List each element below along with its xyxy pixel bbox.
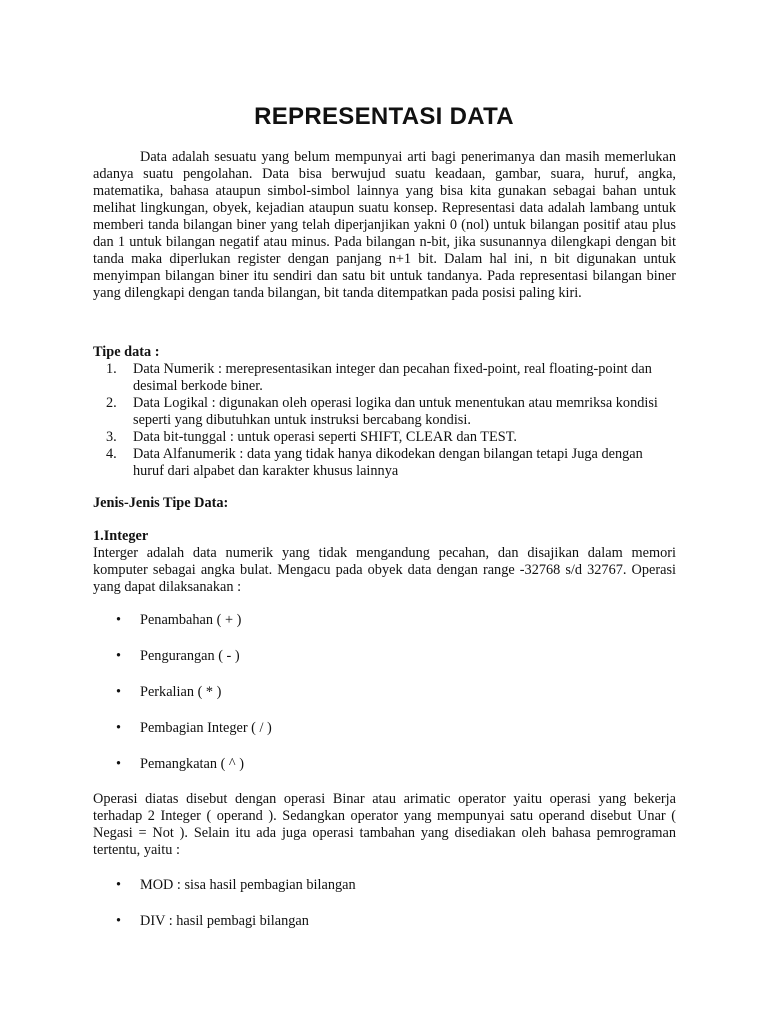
bullet-icon: • [116,684,122,700]
document-title: REPRESENTASI DATA [254,103,514,130]
bullet-icon: • [116,648,122,664]
operation-label: Pemangkatan ( ^ ) [140,756,244,772]
bullet-icon: • [116,913,122,929]
bullet-icon: • [116,756,122,772]
tipe-data-list [93,361,676,480]
operation-label: Perkalian ( * ) [140,684,222,700]
list-item-text: Data Numerik : merepresentasikan integer dan pecahan fixed-point, real floating-point dan desimal berkode biner. [133,361,652,394]
list-number: 1. [106,361,117,377]
operation-label: Penambahan ( + ) [140,612,242,628]
list-number: 3. [106,429,117,445]
operation-label: MOD : sisa hasil pembagian bilangan [140,877,356,893]
operation-label: Pembagian Integer ( / ) [140,720,272,736]
list-item [93,361,676,395]
list-number: 4. [106,446,117,462]
list-item [93,446,676,480]
integer-paragraph: Interger adalah data numerik yang tidak mengandung pecahan, dan disajikan dalam memori komputer sebagai angka bulat. Mengacu pada obyek data dengan range -32768 s/d 32767. Operasi yang dapat dilaksanakan : [93,545,676,595]
operation-label: Pengurangan ( - ) [140,648,240,664]
list-item [93,429,676,446]
jenis-tipe-data-heading: Jenis-Jenis Tipe Data: [93,495,229,511]
list-item-text: Data bit-tunggal : untuk operasi seperti SHIFT, CLEAR dan TEST. [133,429,517,445]
operasi-paragraph: Operasi diatas disebut dengan operasi Binar atau arimatic operator yaitu operasi yang bekerja terhadap 2 Integer ( operand ). Sedangkan operator yang mempunyai satu operand disebut Unar ( Negasi = Not ). Selain itu ada juga operasi tambahan yang disediakan oleh bahasa pemrograman tertentu, yaitu : [93,791,676,858]
bullet-icon: • [116,877,122,893]
intro-paragraph: Data adalah sesuatu yang belum mempunyai arti bagi penerimanya dan masih memerlukan adanya suatu pengolahan. Data bisa berwujud suatu keadaan, gambar, suara, huruf, angka, matematika, bahasa ataupun simbol-simbol lainnya yang bisa kita gunakan sebagai bahan untuk melihat lingkungan, obyek, kejadian ataupun suatu konsep. Representasi data adalah lambang untuk memberi tanda bilangan biner yang telah diperjanjikan yakni 0 (nol) untuk bilangan positif atau plus dan 1 untuk bilangan negatif atau minus. Pada bilangan n-bit, jika susunannya dilengkapi dengan bit tanda maka diperlukan register dengan panjang n+1 bit. Dalam hal ini, n bit digunakan untuk menyimpan bilangan biner itu sendiri dan satu bit untuk tandanya. Pada representasi bilangan biner yang dilengkapi dengan tanda bilangan, bit tanda ditempatkan pada posisi paling kiri. [93,149,676,301]
list-item [93,395,676,429]
tipe-data-heading: Tipe data : [93,344,160,360]
list-item-text: Data Alfanumerik : data yang tidak hanya dikodekan dengan bilangan tetapi Juga dengan huruf dari alpabet dan karakter khusus lainnya [133,446,643,479]
operation-label: DIV : hasil pembagi bilangan [140,913,309,929]
integer-heading: 1.Integer [93,528,149,544]
list-number: 2. [106,395,117,411]
bullet-icon: • [116,612,122,628]
list-item-text: Data Logikal : digunakan oleh operasi logika dan untuk menentukan atau memriksa kondisi seperti yang dibutuhkan untuk instruksi bercabang kondisi. [133,395,658,428]
bullet-icon: • [116,720,122,736]
